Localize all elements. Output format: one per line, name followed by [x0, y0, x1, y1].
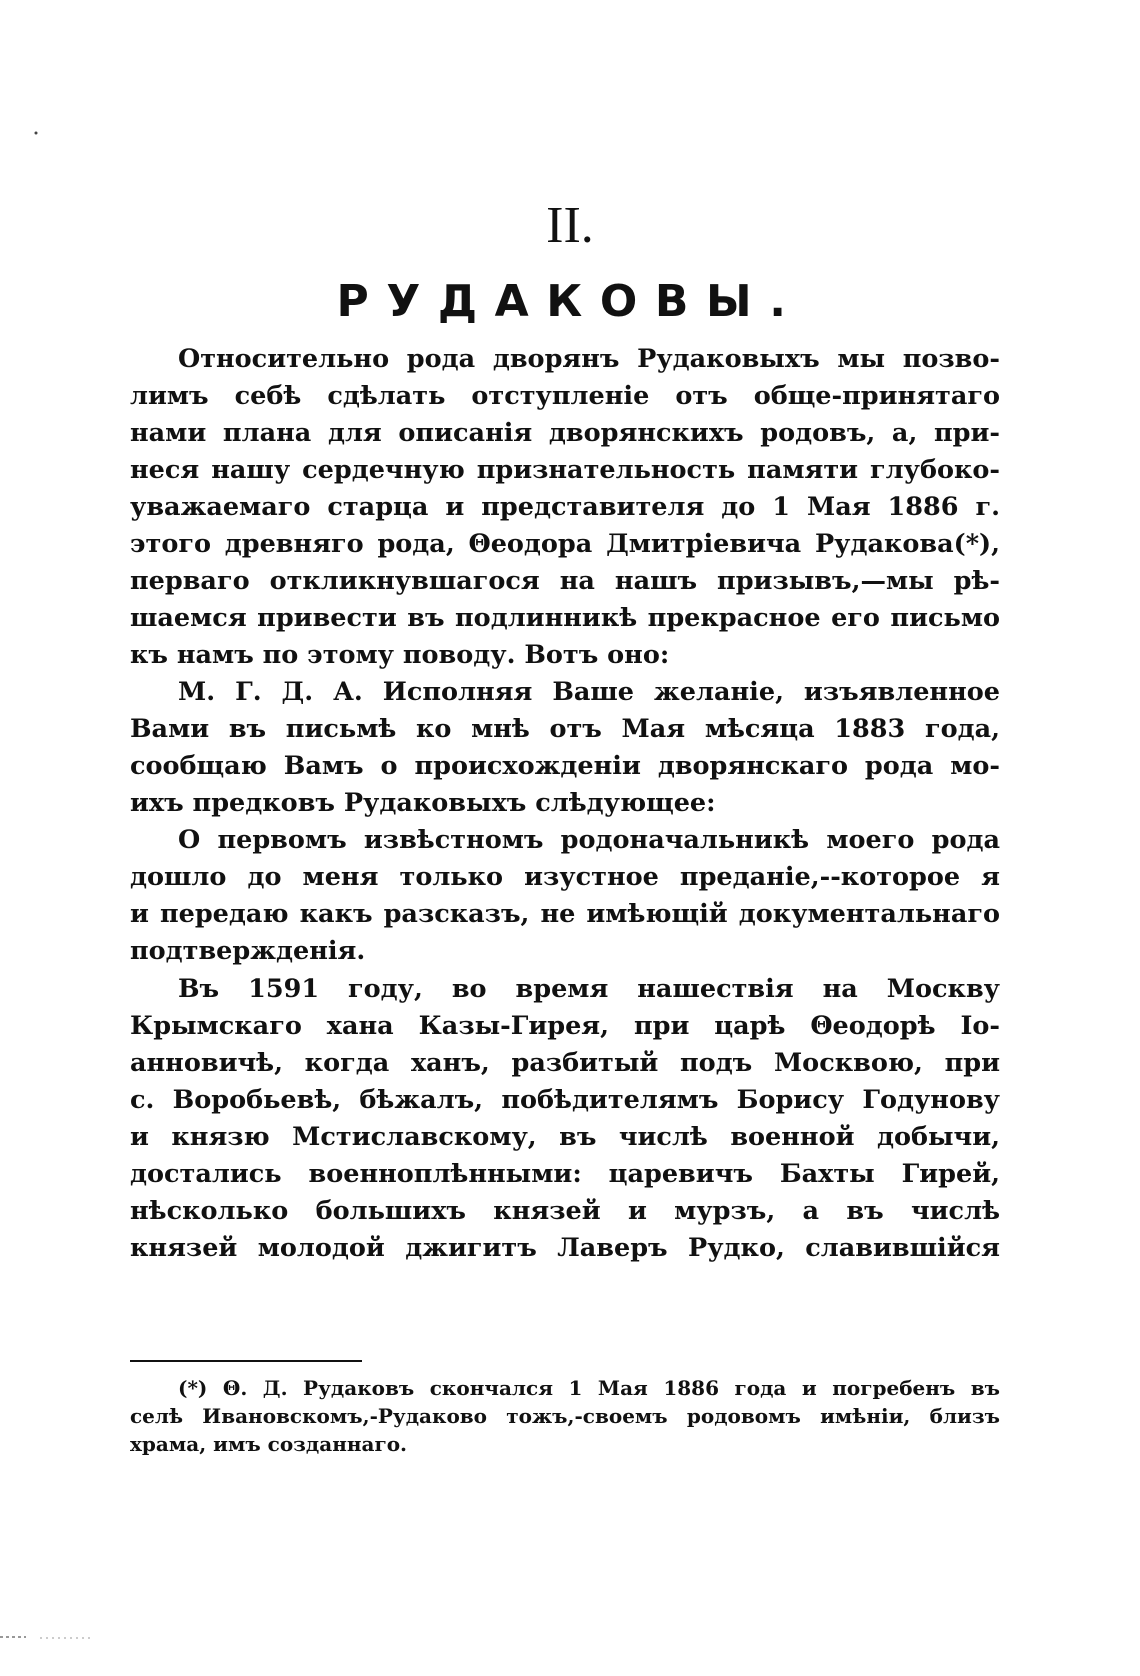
body-line: Относительно рода дворянъ Рудаковыхъ мы позво- — [178, 344, 1000, 374]
body-line: дошло до меня только изустное преданіе,--которое я — [130, 862, 1000, 892]
body-line: лимъ себѣ сдѣлать отступленіе отъ обще-принятаго — [130, 381, 1000, 411]
chapter-title: РУДАКОВЫ. — [336, 276, 804, 327]
body-line: Въ 1591 году, во время нашествія на Москву — [178, 974, 1000, 1004]
body-line: Вами въ письмѣ ко мнѣ отъ Мая мѣсяца 1883 года, — [130, 714, 1000, 744]
body-line: сообщаю Вамъ о происхожденіи дворянскаго рода мо- — [130, 751, 1000, 781]
body-line: неся нашу сердечную признательность памяти глубоко- — [130, 455, 1000, 485]
body-line: и передаю какъ разсказъ, не имѣющій документальнаго — [130, 899, 1000, 929]
body-line: ихъ предковъ Рудаковыхъ слѣдующее: — [130, 788, 716, 818]
footnote-line: (*) Θ. Д. Рудаковъ скончался 1 Мая 1886 года и погребенъ въ — [178, 1376, 1000, 1400]
body-line: подтвержденія. — [130, 936, 366, 966]
footnote-divider — [130, 1360, 362, 1362]
body-line: достались военноплѣнными: царевичъ Бахты Гирей, — [130, 1159, 1000, 1189]
body-line: этого древняго рода, Θеодора Дмитріевича Рудакова(*), — [130, 529, 1000, 559]
body-line: нѣсколько большихъ князей и мурзъ, а въ числѣ — [130, 1196, 1000, 1226]
footnote-line: селѣ Ивановскомъ,-Рудаково тожъ,-своемъ родовомъ имѣніи, близъ — [130, 1404, 1000, 1428]
body-line: анновичѣ, когда ханъ, разбитый подъ Москвою, при — [130, 1048, 1000, 1078]
body-line: перваго откликнувшагося на нашъ призывъ,—мы рѣ- — [130, 566, 1000, 596]
body-line: и князю Мстиславскому, въ числѣ военной добычи, — [130, 1122, 1000, 1152]
body-line: с. Воробьевѣ, бѣжалъ, побѣдителямъ Борису Годунову — [130, 1085, 1000, 1115]
body-line: шаемся привести въ подлинникѣ прекрасное его письмо — [130, 603, 1000, 633]
body-line: князей молодой джигитъ Лаверъ Рудко, славившійся — [130, 1233, 1000, 1263]
body-line: нами плана для описанія дворянскихъ родовъ, а, при- — [130, 418, 1000, 448]
footnote-line: храма, имъ созданнаго. — [130, 1432, 408, 1456]
chapter-number: II. — [546, 197, 594, 254]
body-line: къ намъ по этому поводу. Вотъ оно: — [130, 640, 670, 670]
body-line: О первомъ извѣстномъ родоначальникѣ моего рода — [178, 825, 1000, 855]
body-line: Крымскаго хана Казы-Гирея, при царѣ Θеодорѣ Іо- — [130, 1011, 1000, 1041]
body-line: уважаемаго старца и представителя до 1 Мая 1886 г. — [130, 492, 1000, 522]
body-line: М. Г. Д. А. Исполняя Ваше желаніе, изъявленное — [178, 677, 1000, 707]
